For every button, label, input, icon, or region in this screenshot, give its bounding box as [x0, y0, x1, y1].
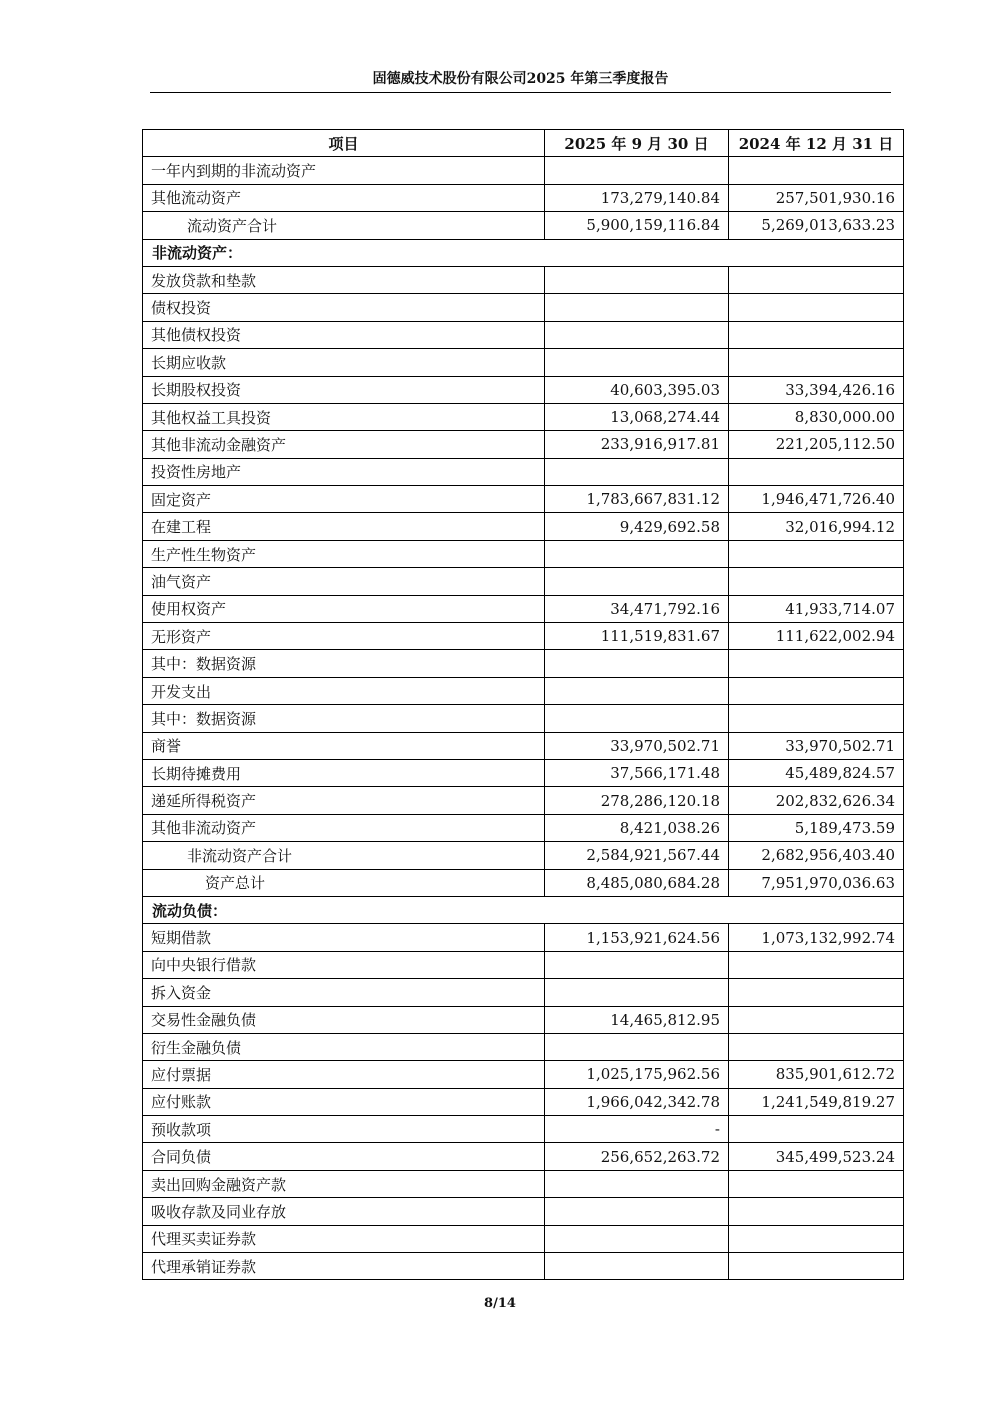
value-2025-09-30 [545, 294, 729, 321]
table-row [143, 294, 904, 321]
table-row [143, 458, 904, 485]
row-label: 应付账款 [143, 1088, 545, 1115]
value-2025-09-30: 8,421,038.26 [545, 814, 729, 841]
value-2025-09-30: 37,566,171.48 [545, 759, 729, 786]
value-2024-12-31: 257,501,930.16 [729, 184, 904, 211]
value-2025-09-30: 14,465,812.95 [545, 1006, 729, 1033]
row-label: 代理买卖证券款 [143, 1225, 545, 1252]
table-row [143, 787, 904, 814]
value-2025-09-30: 40,603,395.03 [545, 376, 729, 403]
table-row [143, 1088, 904, 1115]
value-2025-09-30 [545, 650, 729, 677]
value-2024-12-31: 202,832,626.34 [729, 787, 904, 814]
value-2024-12-31 [729, 650, 904, 677]
table-row [143, 486, 904, 513]
table-row [143, 1006, 904, 1033]
table-row [143, 814, 904, 841]
value-2025-09-30: 13,068,274.44 [545, 403, 729, 430]
row-label: 其他权益工具投资 [143, 403, 545, 430]
value-2024-12-31 [729, 1006, 904, 1033]
value-2024-12-31: 111,622,002.94 [729, 623, 904, 650]
row-label: 其中：数据资源 [143, 705, 545, 732]
row-label: 衍生金融负债 [143, 1033, 545, 1060]
row-label: 投资性房地产 [143, 458, 545, 485]
row-label: 发放贷款和垫款 [143, 266, 545, 293]
row-label: 长期股权投资 [143, 376, 545, 403]
table-row [143, 568, 904, 595]
table-row [143, 842, 904, 869]
value-2025-09-30 [545, 157, 729, 184]
section-header-row [143, 239, 904, 266]
value-2025-09-30 [545, 349, 729, 376]
value-2024-12-31 [729, 979, 904, 1006]
table-row [143, 650, 904, 677]
value-2024-12-31 [729, 294, 904, 321]
value-2025-09-30 [545, 1225, 729, 1252]
table-row [143, 1033, 904, 1060]
row-label: 生产性生物资产 [143, 540, 545, 567]
row-label: 开发支出 [143, 677, 545, 704]
value-2024-12-31 [729, 1033, 904, 1060]
row-label: 预收款项 [143, 1116, 545, 1143]
table-row [143, 321, 904, 348]
value-2024-12-31 [729, 705, 904, 732]
section-label: 非流动资产： [143, 239, 904, 266]
value-2025-09-30: 1,966,042,342.78 [545, 1088, 729, 1115]
row-label: 商誉 [143, 732, 545, 759]
row-label: 其他非流动资产 [143, 814, 545, 841]
table-row [143, 157, 904, 184]
table-row [143, 595, 904, 622]
value-2025-09-30 [545, 1033, 729, 1060]
table-row [143, 266, 904, 293]
value-2024-12-31 [729, 1116, 904, 1143]
row-label: 非流动资产合计 [143, 842, 545, 869]
table-row [143, 403, 904, 430]
column-header-2025-09-30: 2025 年 9 月 30 日 [545, 130, 729, 157]
value-2025-09-30: - [545, 1116, 729, 1143]
value-2025-09-30 [545, 1170, 729, 1197]
row-label: 流动资产合计 [143, 212, 545, 239]
value-2024-12-31: 835,901,612.72 [729, 1061, 904, 1088]
table-row [143, 1170, 904, 1197]
row-label: 短期借款 [143, 924, 545, 951]
value-2024-12-31 [729, 568, 904, 595]
value-2024-12-31: 8,830,000.00 [729, 403, 904, 430]
table-row [143, 1116, 904, 1143]
row-label: 无形资产 [143, 623, 545, 650]
value-2024-12-31 [729, 677, 904, 704]
table-row [143, 1253, 904, 1280]
value-2025-09-30: 9,429,692.58 [545, 513, 729, 540]
row-label: 其他非流动金融资产 [143, 431, 545, 458]
row-label: 卖出回购金融资产款 [143, 1170, 545, 1197]
value-2024-12-31: 2,682,956,403.40 [729, 842, 904, 869]
value-2024-12-31: 1,241,549,819.27 [729, 1088, 904, 1115]
value-2025-09-30 [545, 266, 729, 293]
header-rule [150, 92, 891, 93]
row-label: 拆入资金 [143, 979, 545, 1006]
row-label: 使用权资产 [143, 595, 545, 622]
report-header: 固德威技术股份有限公司2025 年第三季度报告 [372, 71, 669, 87]
value-2025-09-30 [545, 951, 729, 978]
row-label: 资产总计 [143, 869, 545, 896]
table-row [143, 349, 904, 376]
value-2024-12-31: 32,016,994.12 [729, 513, 904, 540]
row-label: 长期待摊费用 [143, 759, 545, 786]
table-row [143, 184, 904, 211]
row-label: 在建工程 [143, 513, 545, 540]
page-number: 8/14 [484, 1296, 516, 1311]
table-row [143, 759, 904, 786]
row-label: 交易性金融负债 [143, 1006, 545, 1033]
balance-sheet-table [142, 129, 904, 1280]
value-2025-09-30: 233,916,917.81 [545, 431, 729, 458]
table-row [143, 705, 904, 732]
value-2025-09-30 [545, 458, 729, 485]
value-2024-12-31: 5,269,013,633.23 [729, 212, 904, 239]
value-2025-09-30 [545, 568, 729, 595]
table-row [143, 1143, 904, 1170]
value-2024-12-31: 41,933,714.07 [729, 595, 904, 622]
table-row [143, 951, 904, 978]
value-2025-09-30: 1,025,175,962.56 [545, 1061, 729, 1088]
value-2024-12-31 [729, 157, 904, 184]
row-label: 其他债权投资 [143, 321, 545, 348]
value-2024-12-31 [729, 266, 904, 293]
value-2024-12-31 [729, 1225, 904, 1252]
value-2024-12-31: 1,946,471,726.40 [729, 486, 904, 513]
table-header-row [143, 130, 904, 157]
row-label: 油气资产 [143, 568, 545, 595]
value-2025-09-30: 1,783,667,831.12 [545, 486, 729, 513]
row-label: 固定资产 [143, 486, 545, 513]
table-row [143, 540, 904, 567]
section-label: 流动负债： [143, 896, 904, 923]
value-2025-09-30: 5,900,159,116.84 [545, 212, 729, 239]
table-row [143, 979, 904, 1006]
table-row [143, 1225, 904, 1252]
row-label: 代理承销证券款 [143, 1253, 545, 1280]
value-2024-12-31: 345,499,523.24 [729, 1143, 904, 1170]
value-2025-09-30 [545, 979, 729, 1006]
value-2024-12-31 [729, 349, 904, 376]
row-label: 长期应收款 [143, 349, 545, 376]
value-2024-12-31: 45,489,824.57 [729, 759, 904, 786]
row-label: 向中央银行借款 [143, 951, 545, 978]
value-2025-09-30 [545, 705, 729, 732]
section-header-row [143, 896, 904, 923]
value-2024-12-31: 1,073,132,992.74 [729, 924, 904, 951]
value-2024-12-31: 33,970,502.71 [729, 732, 904, 759]
value-2024-12-31 [729, 1198, 904, 1225]
value-2025-09-30: 8,485,080,684.28 [545, 869, 729, 896]
table-row [143, 1061, 904, 1088]
value-2025-09-30: 111,519,831.67 [545, 623, 729, 650]
table-row [143, 869, 904, 896]
row-label: 合同负债 [143, 1143, 545, 1170]
table-row [143, 732, 904, 759]
row-label: 递延所得税资产 [143, 787, 545, 814]
value-2025-09-30: 2,584,921,567.44 [545, 842, 729, 869]
table-row [143, 1198, 904, 1225]
row-label: 吸收存款及同业存放 [143, 1198, 545, 1225]
value-2024-12-31: 221,205,112.50 [729, 431, 904, 458]
value-2025-09-30: 278,286,120.18 [545, 787, 729, 814]
value-2025-09-30: 173,279,140.84 [545, 184, 729, 211]
value-2024-12-31: 5,189,473.59 [729, 814, 904, 841]
row-label: 应付票据 [143, 1061, 545, 1088]
value-2025-09-30 [545, 677, 729, 704]
column-header-item: 项目 [143, 130, 545, 157]
row-label: 一年内到期的非流动资产 [143, 157, 545, 184]
value-2025-09-30 [545, 1253, 729, 1280]
row-label: 其他流动资产 [143, 184, 545, 211]
value-2025-09-30 [545, 540, 729, 567]
value-2024-12-31 [729, 540, 904, 567]
table-body [143, 157, 904, 1280]
value-2025-09-30: 256,652,263.72 [545, 1143, 729, 1170]
value-2024-12-31 [729, 951, 904, 978]
value-2025-09-30: 1,153,921,624.56 [545, 924, 729, 951]
value-2025-09-30 [545, 321, 729, 348]
table-row [143, 431, 904, 458]
row-label: 其中：数据资源 [143, 650, 545, 677]
table-row [143, 924, 904, 951]
value-2024-12-31: 33,394,426.16 [729, 376, 904, 403]
table-row [143, 376, 904, 403]
table-row [143, 677, 904, 704]
value-2025-09-30: 34,471,792.16 [545, 595, 729, 622]
value-2024-12-31: 7,951,970,036.63 [729, 869, 904, 896]
value-2024-12-31 [729, 1253, 904, 1280]
table-row [143, 623, 904, 650]
row-label: 债权投资 [143, 294, 545, 321]
value-2024-12-31 [729, 321, 904, 348]
value-2024-12-31 [729, 458, 904, 485]
column-header-2024-12-31: 2024 年 12 月 31 日 [729, 130, 904, 157]
value-2025-09-30 [545, 1198, 729, 1225]
value-2024-12-31 [729, 1170, 904, 1197]
table-row [143, 513, 904, 540]
table-row [143, 212, 904, 239]
value-2025-09-30: 33,970,502.71 [545, 732, 729, 759]
